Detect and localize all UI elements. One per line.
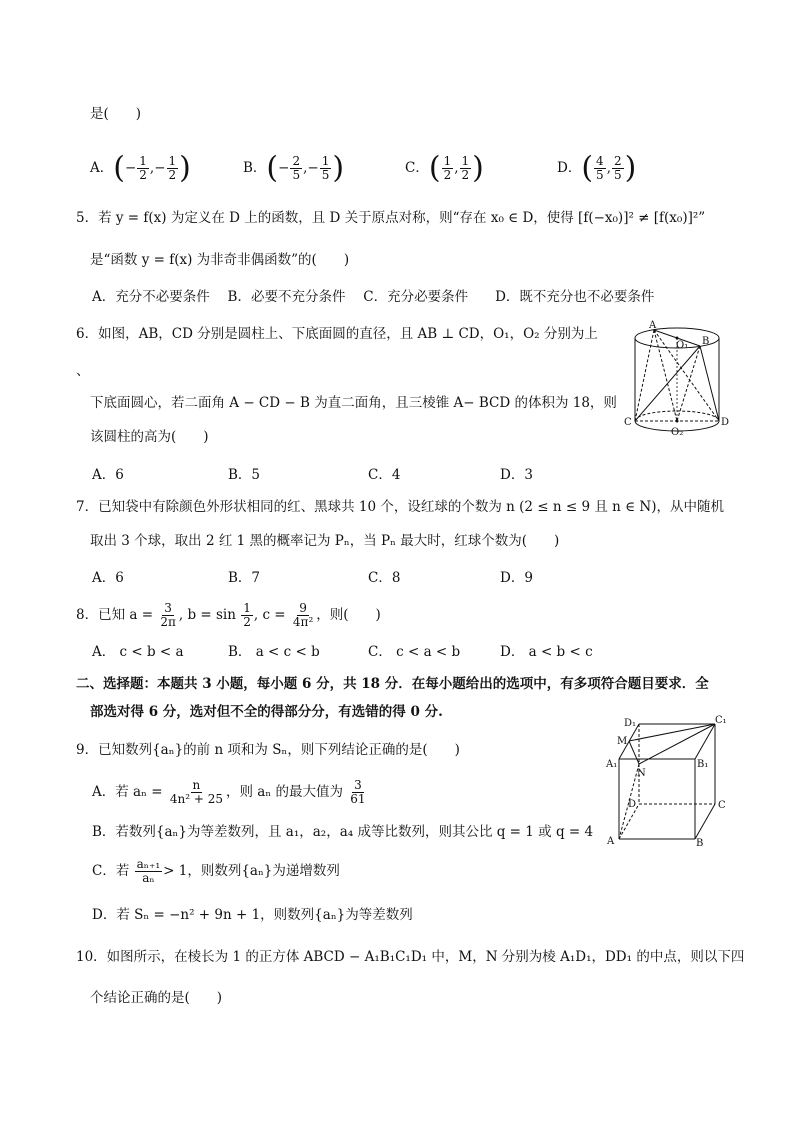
q9-option-a[interactable]: A．若 aₙ = $\frac{n}{\text{4n² + 25}}$ ，则 aₙ 的最大值为 $\frac{3}{61}$	[92, 778, 366, 806]
cylinder-figure	[618, 318, 730, 440]
label-O2: O₂	[671, 427, 684, 438]
q6-option-d[interactable]: D．3	[500, 467, 533, 483]
q10-stem-line2: 个结论正确的是( )	[90, 990, 223, 1006]
q4-option-d[interactable]: D．( $\frac{4}{5}$ , $\frac{2}{5}$ )	[557, 150, 637, 186]
label-D: D	[721, 417, 730, 428]
q7-option-b[interactable]: B．7	[228, 570, 261, 586]
q5-stem-line2: 是“函数 y = f(x) 为非奇非偶函数”的( )	[90, 252, 350, 268]
q5-stem-line1: 5．若 y = f(x) 为定义在 D 上的函数，且 D 关于原点对称，则“存在 x₀ ∈ D，使得 [f(−x₀)]² ≠ [f(x₀)]²”	[76, 210, 706, 226]
cube-figure	[602, 714, 732, 850]
q8-option-a[interactable]: A． c < b < a	[92, 644, 184, 660]
q4-option-a[interactable]: A．(− $\frac{1}{2}$ ,− $\frac{1}{2}$ )	[90, 150, 191, 186]
label-C: C	[718, 800, 726, 811]
q7-stem-line2: 取出 3 个球，取出 2 红 1 黑的概率记为 Pₙ，当 Pₙ 最大时，红球个数为( )	[90, 533, 560, 549]
q6-option-a[interactable]: A．6	[92, 467, 124, 483]
label-A: A	[649, 320, 657, 331]
q8-option-b[interactable]: B． a < c < b	[228, 644, 320, 660]
label-B: B	[696, 838, 704, 849]
q4-option-c[interactable]: C．( $\frac{1}{2}$ , $\frac{1}{2}$ )	[405, 150, 484, 186]
section2-heading-line1: 二、选择题：本题共 3 小题，每小题 6 分，共 18 分．在每小题给出的选项中，有多项符合题目要求．全	[76, 676, 709, 692]
label-C: C	[624, 417, 632, 428]
q7-option-d[interactable]: D．9	[500, 570, 533, 586]
q6-stem-line1: 6．如图，AB，CD 分别是圆柱上、下底面圆的直径，且 AB ⊥ CD，O₁，O₂ 分别为上	[76, 326, 598, 342]
label-D1: D₁	[624, 718, 637, 729]
q4-option-b[interactable]: B．(− $\frac{2}{5}$ ,− $\frac{1}{5}$ )	[243, 150, 345, 186]
q6-stem-line3: 该圆柱的高为( )	[90, 429, 209, 445]
q8-option-c[interactable]: C． c < a < b	[368, 644, 461, 660]
q9-option-d[interactable]: D．若 Sₙ = −n² + 9n + 1，则数列{aₙ}为等差数列	[92, 907, 413, 923]
label-M: M	[617, 736, 628, 747]
label-O1: O₁	[676, 340, 689, 351]
label-C1: C₁	[715, 715, 727, 726]
q6-option-c[interactable]: C．4	[368, 467, 401, 483]
q7-option-a[interactable]: A．6	[92, 570, 124, 586]
q4-stem-tail: 是( )	[90, 106, 142, 122]
q5-options[interactable]: A．充分不必要条件 B．必要不充分条件 C．充分必要条件 D．既不充分也不必要条件	[92, 289, 655, 305]
q9-stem: 9．已知数列{aₙ}的前 n 项和为 Sₙ，则下列结论正确的是( )	[76, 742, 460, 758]
q6-option-b[interactable]: B．5	[228, 467, 261, 483]
q9-option-b[interactable]: B．若数列{aₙ}为等差数列，且 a₁，a₂，a₄ 成等比数列，则其公比 q = 1 或 q = 4	[92, 824, 594, 840]
label-A1: A₁	[606, 759, 618, 770]
q7-stem-line1: 7．已知袋中有除颜色外形状相同的红、黑球共 10 个，设红球的个数为 n (2 ≤ n ≤ 9 且 n ∈ N)，从中随机	[76, 499, 724, 515]
q9-option-c[interactable]: C．若 $\frac{\text{aₙ₊₁}}{\text{aₙ}}$ > 1，则数列{aₙ}为递增数列	[92, 857, 340, 885]
label-D: D	[628, 799, 637, 810]
label-N: N	[637, 768, 646, 779]
q6-stem-line1b: 、	[76, 363, 90, 379]
label-A: A	[607, 836, 615, 847]
label-B1: B₁	[697, 759, 709, 770]
q6-stem-line2: 下底面圆心，若二面角 A − CD − B 为直二面角，且三棱锥 A− BCD 的体积为 18，则	[90, 395, 617, 411]
label-B: B	[702, 336, 710, 347]
section2-heading-line2: 部选对得 6 分，选对但不全的得部分分，有选错的得 0 分.	[90, 704, 443, 720]
q8-option-d[interactable]: D． a < b < c	[500, 644, 593, 660]
q7-option-c[interactable]: C．8	[368, 570, 401, 586]
q10-stem-line1: 10．如图所示，在棱长为 1 的正方体 ABCD − A₁B₁C₁D₁ 中，M，N 分别为棱 A₁D₁，DD₁ 的中点，则以下四	[76, 949, 745, 965]
q8-stem: 8．已知 a = $\frac{3}{2\pi}$ , b = sin $\frac{1}{2}$ , c = $\frac{9}{\text{4π²}}$ ，则( )	[76, 601, 381, 629]
